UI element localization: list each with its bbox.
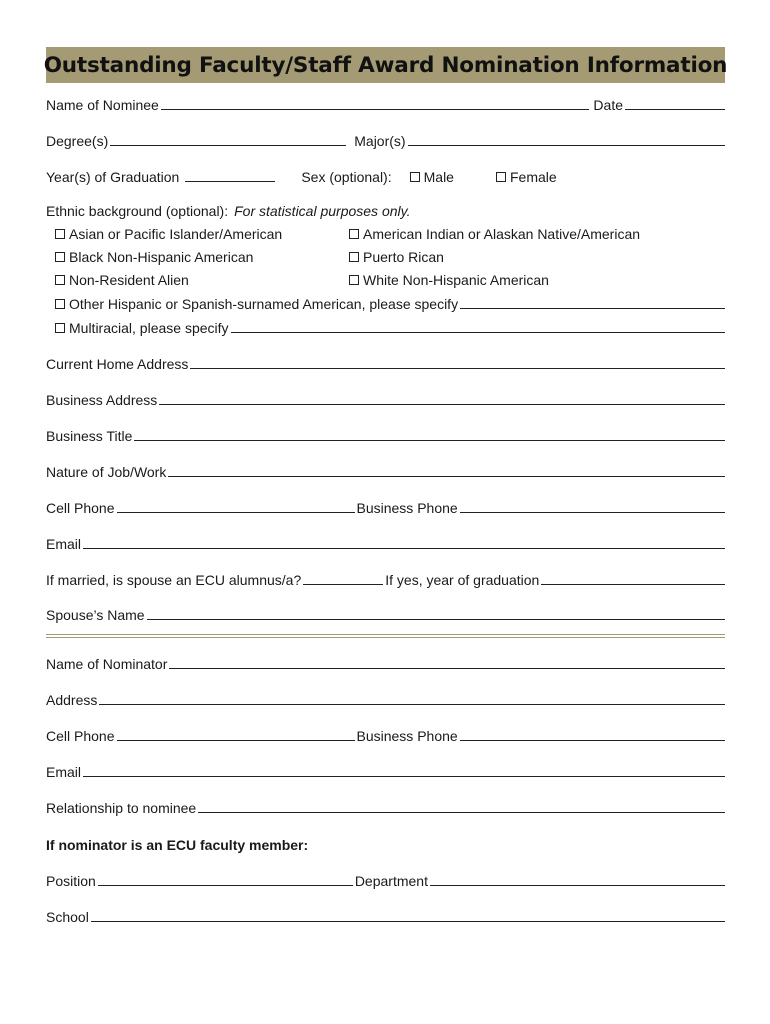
white-label: White Non-Hispanic American — [363, 272, 549, 288]
multiracial-field[interactable] — [231, 318, 725, 333]
nominator-name-field[interactable] — [169, 654, 725, 669]
other-hispanic-checkbox[interactable] — [55, 299, 65, 309]
ethnic-option-black[interactable] — [55, 249, 253, 265]
ethnic-note: For statistical purposes only. — [234, 203, 411, 219]
degree-field[interactable] — [110, 131, 346, 146]
spouse-name-label: Spouse’s Name — [46, 607, 145, 623]
multiracial-label: Multiracial, please specify — [69, 320, 229, 336]
female-label: Female — [509, 169, 557, 185]
graduation-label: Year(s) of Graduation — [46, 169, 180, 185]
department-field[interactable] — [430, 871, 725, 886]
position-field[interactable] — [98, 871, 353, 886]
other-hispanic-label: Other Hispanic or Spanish-surnamed American, please specify — [69, 296, 459, 312]
spouse-grad-label: If yes, year of graduation — [385, 572, 540, 588]
major-field[interactable] — [408, 131, 725, 146]
major-label: Major(s) — [354, 133, 406, 149]
school-field[interactable] — [91, 907, 725, 922]
home-address-field[interactable] — [190, 354, 725, 369]
relationship-label: Relationship to nominee — [46, 800, 197, 816]
black-checkbox[interactable] — [55, 252, 65, 262]
job-label: Nature of Job/Work — [46, 464, 167, 480]
female-checkbox[interactable] — [496, 172, 506, 182]
sex-option-male[interactable] — [410, 169, 454, 185]
ethnic-option-non-resident[interactable] — [55, 272, 189, 288]
cell-phone-field[interactable] — [117, 498, 355, 513]
american-indian-label: American Indian or Alaskan Native/American — [363, 226, 641, 242]
school-label: School — [46, 909, 89, 925]
nominee-name-field[interactable] — [161, 95, 590, 110]
ethnic-label: Ethnic background (optional): — [46, 203, 229, 219]
graduation-field[interactable] — [185, 167, 275, 182]
nominator-cell-phone-field[interactable] — [117, 726, 355, 741]
asian-checkbox[interactable] — [55, 229, 65, 239]
other-hispanic-field[interactable] — [460, 294, 725, 309]
faculty-heading: If nominator is an ECU faculty member: — [46, 837, 309, 853]
nominator-address-label: Address — [46, 692, 98, 708]
nominator-business-phone-label: Business Phone — [356, 728, 458, 744]
form-title: Outstanding Faculty/Staff Award Nomination Information — [46, 47, 725, 83]
degree-label: Degree(s) — [46, 133, 109, 149]
business-title-field[interactable] — [134, 426, 725, 441]
asian-label: Asian or Pacific Islander/American — [69, 226, 283, 242]
non-resident-checkbox[interactable] — [55, 275, 65, 285]
job-field[interactable] — [168, 462, 725, 477]
cell-phone-label: Cell Phone — [46, 500, 115, 516]
business-address-label: Business Address — [46, 392, 158, 408]
nomination-form — [43, 47, 728, 83]
sex-label: Sex (optional): — [301, 169, 392, 185]
business-address-field[interactable] — [159, 390, 725, 405]
date-field[interactable] — [625, 95, 725, 110]
spouse-name-field[interactable] — [147, 605, 725, 620]
sex-option-female[interactable] — [496, 169, 557, 185]
black-label: Black Non-Hispanic American — [69, 249, 254, 265]
business-phone-field[interactable] — [460, 498, 725, 513]
date-label: Date — [593, 97, 623, 113]
nominator-email-label: Email — [46, 764, 82, 780]
spouse-alum-field[interactable] — [303, 570, 383, 585]
nominator-address-field[interactable] — [99, 690, 725, 705]
relationship-field[interactable] — [198, 798, 725, 813]
white-checkbox[interactable] — [349, 275, 359, 285]
ethnic-option-american-indian[interactable] — [349, 226, 640, 242]
email-field[interactable] — [83, 534, 725, 549]
american-indian-checkbox[interactable] — [349, 229, 359, 239]
ethnic-option-asian[interactable] — [55, 226, 282, 242]
position-label: Position — [46, 873, 96, 889]
nominator-business-phone-field[interactable] — [460, 726, 725, 741]
home-address-label: Current Home Address — [46, 356, 189, 372]
email-label: Email — [46, 536, 82, 552]
male-label: Male — [423, 169, 454, 185]
male-checkbox[interactable] — [410, 172, 420, 182]
nominee-name-label: Name of Nominee — [46, 97, 159, 113]
nominator-cell-phone-label: Cell Phone — [46, 728, 115, 744]
nominator-email-field[interactable] — [83, 762, 725, 777]
non-resident-label: Non-Resident Alien — [69, 272, 189, 288]
spouse-alum-label: If married, is spouse an ECU alumnus/a? — [46, 572, 302, 588]
business-title-label: Business Title — [46, 428, 133, 444]
multiracial-checkbox[interactable] — [55, 323, 65, 333]
section-divider — [46, 634, 725, 638]
nominator-name-label: Name of Nominator — [46, 656, 168, 672]
puerto-rican-checkbox[interactable] — [349, 252, 359, 262]
spouse-grad-field[interactable] — [541, 570, 725, 585]
ethnic-option-puerto-rican[interactable] — [349, 249, 444, 265]
business-phone-label: Business Phone — [356, 500, 458, 516]
department-label: Department — [354, 873, 428, 889]
puerto-rican-label: Puerto Rican — [363, 249, 444, 265]
ethnic-option-white[interactable] — [349, 272, 549, 288]
